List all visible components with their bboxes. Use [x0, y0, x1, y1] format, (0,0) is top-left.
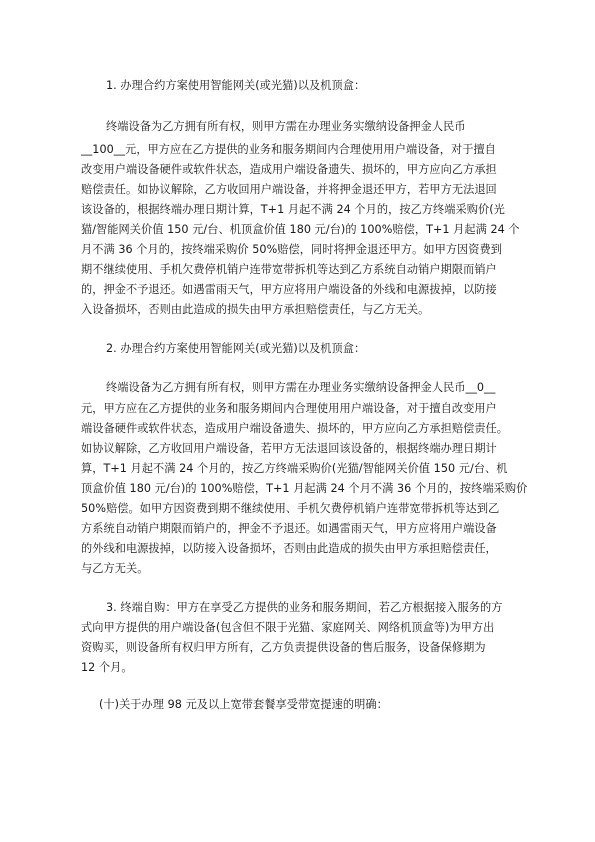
section-1-line: 终端设备为乙方拥有所有权，则甲方需在办理业务实缴纳设备押金人民币: [106, 120, 466, 133]
section-1-line: 月不满 36 个月的，按终端采购价 50%赔偿，同时将押金退还甲方。如甲方因资费到: [81, 243, 503, 256]
section-3-line: 3. 终端自购：甲方在享受乙方提供的业务和服务期间，若乙方根据接入服务的方: [106, 601, 503, 614]
section-2-line: 顶盒价值 180 元/台)的 100%赔偿，T+1 月起满 24 个月不满 36 个月的，按终端采购价: [81, 482, 528, 495]
section-2-line: 端设备硬件或软件状态，造成用户端设备遗失、损坏的，甲方应向乙方承担赔偿责任。: [81, 422, 509, 435]
section-3-line: 资购买，则设备所有权归甲方所有，乙方负责提供设备的售后服务，设备保修期为: [81, 641, 486, 654]
section-2-line: 方系统自动销户期限而销户的，押金不予退还。如遇雷雨天气，甲方应将用户端设备: [81, 522, 497, 535]
section-1-line: 改变用户端设备硬件或软件状态，造成用户端设备遗失、损坏的，甲方应向乙方承担: [81, 163, 497, 176]
section-2-line: 50%赔偿。如甲方因资费到期不继续使用、手机欠费停机销户连带宽带拆机等达到乙: [81, 502, 500, 515]
section-3-line: 12 个月。: [81, 661, 133, 674]
section-2-line: 元，甲方应在乙方提供的业务和服务期间内合理使用用户端设备，对于擅自改变用户: [81, 402, 497, 415]
section-1-line: 入设备损坏，否则由此造成的损失由甲方承担赔偿责任，与乙方无关。: [81, 303, 430, 316]
section-10-heading: (十)关于办理 98 元及以上宽带套餐享受带宽提速的明确：: [99, 698, 388, 711]
section-1-line: __100__元，甲方应在乙方提供的业务和服务期间内合理使用用户端设备，对于擅自: [81, 143, 496, 156]
section-2-line: 终端设备为乙方拥有所有权，则甲方需在办理业务实缴纳设备押金人民币__0__: [106, 381, 496, 394]
section-2-line: 算，T+1 月起不满 24 个月的，按乙方终端采购价(光猫/智能网关价值 150 元/台、机: [81, 462, 508, 475]
section-1-line: 期不继续使用、手机欠费停机销户连带宽带拆机等达到乙方系统自动销户期限而销户: [81, 263, 497, 276]
section-1-line: 的，押金不予退还。如遇雷雨天气，甲方应将用户端设备的外线和电源拔掉，以防接: [81, 283, 497, 296]
section-3-line: 式向甲方提供的用户端设备(包含但不限于光猫、家庭网关、网络机顶盒等)为甲方出: [81, 621, 495, 634]
section-1-heading: 1. 办理合约方案使用智能网关(或光猫)以及机顶盒：: [106, 79, 366, 92]
section-1-line: 猫/智能网关价值 150 元/台、机顶盒价值 180 元/台)的 100%赔偿，T+1 月起满 24 个: [81, 223, 520, 236]
section-2-line: 如协议解除，乙方收回用户端设备，若甲方无法退回该设备的，根据终端办理日期计: [81, 442, 497, 455]
section-1-line: 该设备的，根据终端办理日期计算，T+1 月起不满 24 个月的，按乙方终端采购价(光: [81, 203, 505, 216]
section-2-line: 与乙方无关。: [81, 562, 149, 575]
section-2-heading: 2. 办理合约方案使用智能网关(或光猫)以及机顶盒：: [106, 342, 366, 355]
section-2-line: 的外线和电源拔掉，以防接入设备损坏，否则由此造成的损失由甲方承担赔偿责任，: [81, 542, 497, 555]
section-1-line: 赔偿责任。如协议解除，乙方收回用户端设备，并将押金退还甲方，若甲方无法退回: [81, 183, 497, 196]
